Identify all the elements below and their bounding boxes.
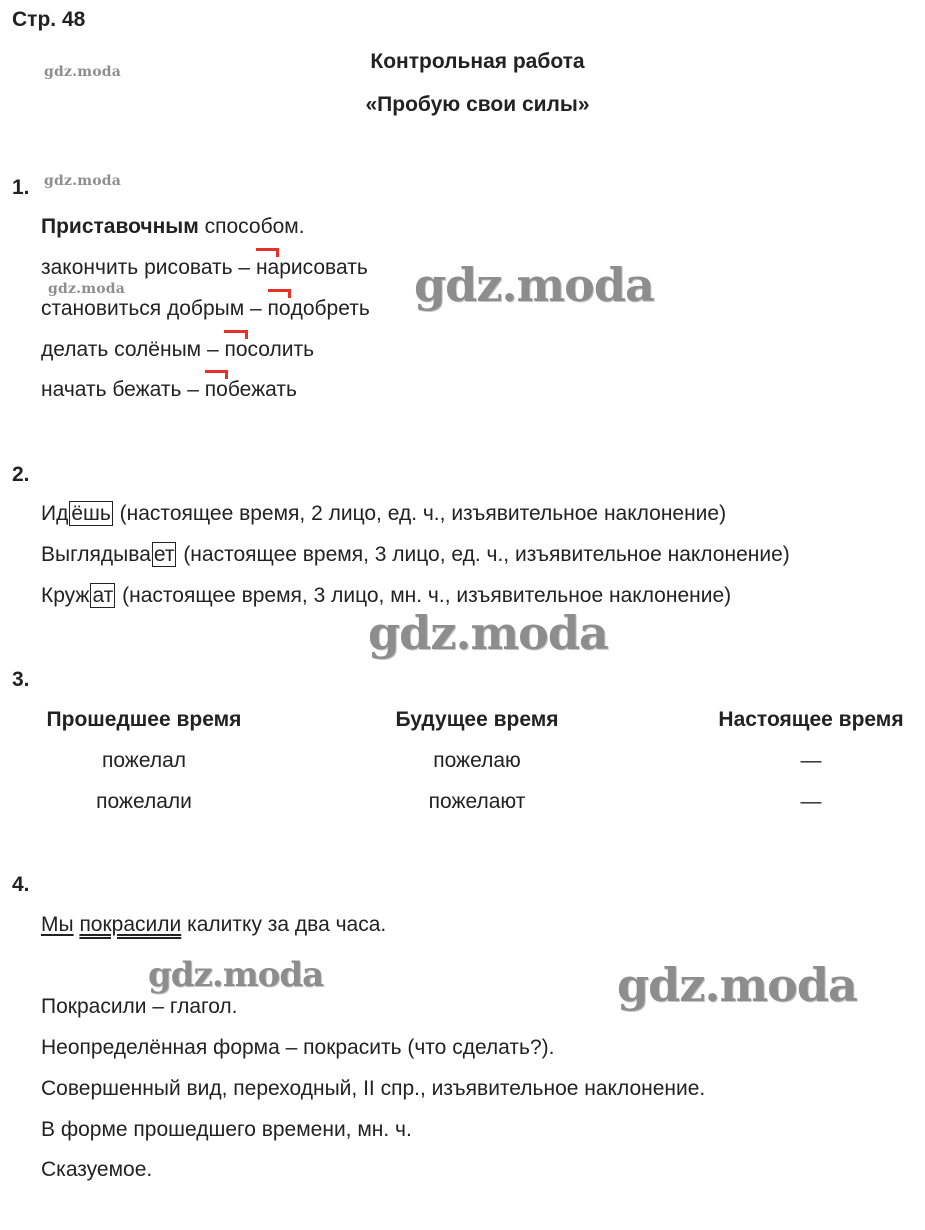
table-cell: — xyxy=(800,790,822,813)
column-header-past: Прошедшее время xyxy=(46,708,242,731)
watermark-logo: gdz.moda xyxy=(44,173,122,189)
page-title: Контрольная работа xyxy=(370,50,585,73)
verb-line xyxy=(41,503,726,524)
word-rest: добреть xyxy=(290,297,370,320)
table-cell: пожелают xyxy=(428,790,526,813)
prefix-mark: по xyxy=(204,378,228,401)
ending-box: ет xyxy=(153,543,175,566)
column-header-future: Будущее время xyxy=(395,708,559,731)
prefix-mark: на xyxy=(255,256,280,279)
word-rest: бежать xyxy=(227,378,297,401)
watermark-logo: gdz.moda xyxy=(148,955,324,995)
method-bold: Приставочным xyxy=(41,215,199,238)
word-rest: рисовать xyxy=(279,256,368,279)
watermark-logo: gdz.moda xyxy=(414,258,654,312)
predicate-word: покрасили xyxy=(79,913,182,936)
task1-method xyxy=(41,216,305,237)
ending-box: ат xyxy=(92,584,114,607)
verb-note: (настоящее время, 3 лицо, ед. ч., изъявительное наклонение) xyxy=(177,543,790,566)
word-formation-line xyxy=(41,257,368,278)
verb-note: (настоящее время, 3 лицо, мн. ч., изъявительное наклонение) xyxy=(116,584,732,607)
word-formation-line xyxy=(41,339,314,360)
word-rest: солить xyxy=(247,338,315,361)
task-number: 2. xyxy=(12,463,30,486)
subject-word: Мы xyxy=(41,913,74,936)
sentence-rest: калитку за два часа. xyxy=(181,913,387,936)
analysis-line: Неопределённая форма – покрасить (что сделать?). xyxy=(41,1036,555,1059)
analysis-line: Покрасили – глагол. xyxy=(41,995,238,1018)
task-number: 1. xyxy=(12,176,30,199)
method-rest: способом. xyxy=(198,215,305,238)
verb-line xyxy=(41,544,790,565)
page-subtitle: «Пробую свои силы» xyxy=(365,93,590,116)
task-number: 4. xyxy=(12,873,30,896)
column-header-present: Настоящее время xyxy=(718,708,904,731)
table-cell: пожелаю xyxy=(433,749,521,772)
verb-stem: Круж xyxy=(41,584,90,607)
word-formation-line xyxy=(41,298,370,319)
watermark-logo: gdz.moda xyxy=(368,606,608,660)
watermark-logo: gdz.moda xyxy=(617,958,857,1012)
verb-note: (настоящее время, 2 лицо, ед. ч., изъявительное наклонение) xyxy=(113,502,727,525)
table-cell: — xyxy=(800,749,822,772)
source-phrase: начать бежать – xyxy=(41,378,205,401)
prefix-mark: по xyxy=(267,297,291,320)
ending-box: ёшь xyxy=(71,502,111,525)
word-formation-line xyxy=(41,379,297,400)
page-number: Стр. 48 xyxy=(12,8,86,31)
verb-stem: Ид xyxy=(41,502,69,525)
task-number: 3. xyxy=(12,668,30,691)
watermark-logo: gdz.moda xyxy=(44,64,122,80)
source-phrase: закончить рисовать – xyxy=(41,256,256,279)
source-phrase: делать солёным – xyxy=(41,338,225,361)
verb-line xyxy=(41,585,731,606)
prefix-mark: по xyxy=(224,338,248,361)
sentence xyxy=(41,914,386,935)
table-cell: пожелали xyxy=(96,790,192,813)
analysis-line: Сказуемое. xyxy=(41,1158,153,1181)
analysis-line: В форме прошедшего времени, мн. ч. xyxy=(41,1118,412,1141)
analysis-line: Совершенный вид, переходный, II спр., изъявительное наклонение. xyxy=(41,1077,706,1100)
verb-stem: Выглядыва xyxy=(41,543,151,566)
table-cell: пожелал xyxy=(101,749,187,772)
watermark-logo: gdz.moda xyxy=(48,281,126,297)
source-phrase: становиться добрым – xyxy=(41,297,268,320)
